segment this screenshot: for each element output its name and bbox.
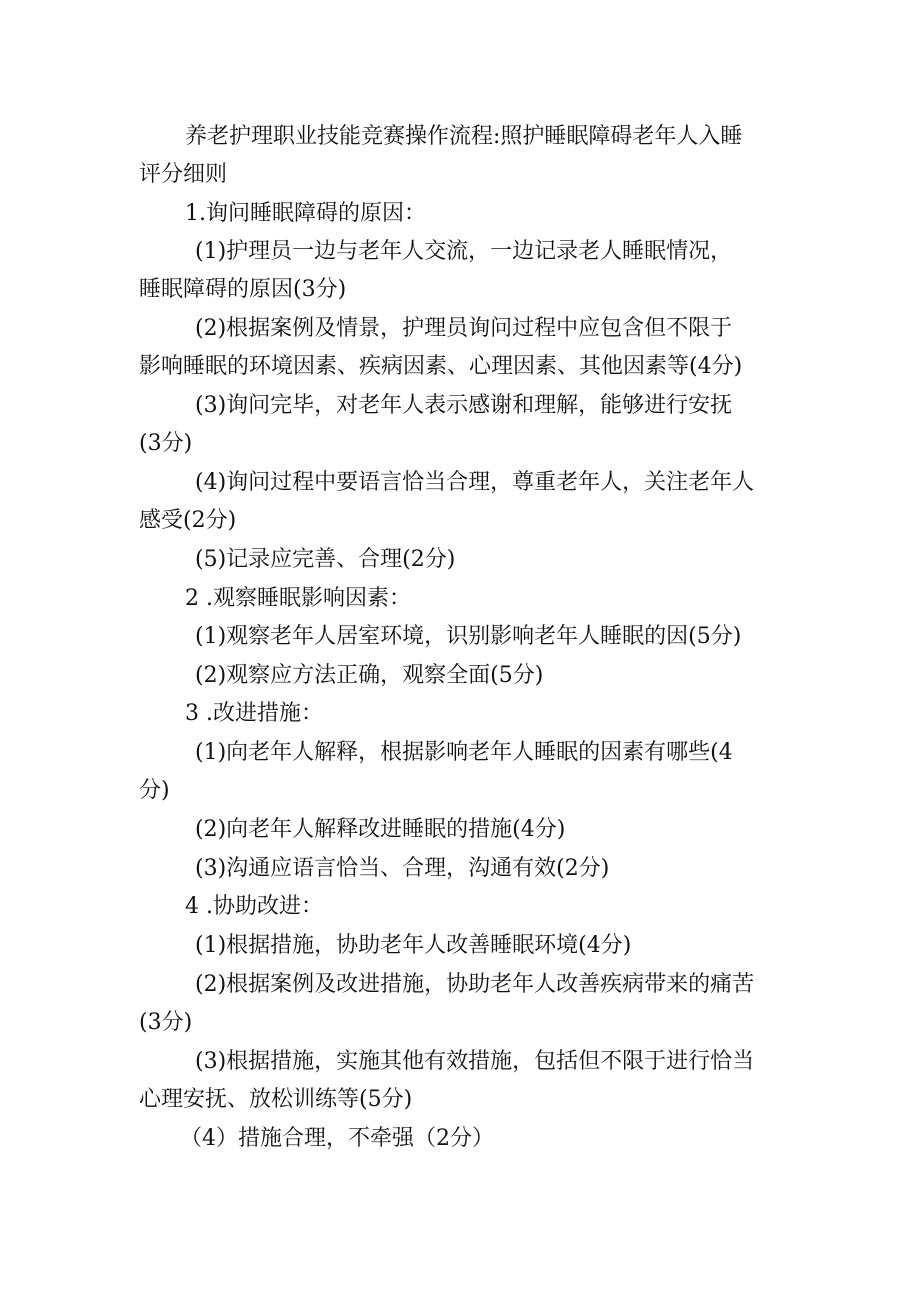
list-item-continuation: 影响睡眠的环境因素、疾病因素、心理因素、其他因素等(4分)	[139, 354, 743, 379]
list-item: (1)护理员一边与老年人交流，一边记录老人睡眠情况，	[195, 239, 733, 264]
list-item: (2)根据案例及情景，护理员询问过程中应包含但不限于	[195, 316, 733, 341]
list-item: (3)询问完毕，对老年人表示感谢和理解，能够进行安抚	[195, 393, 733, 418]
list-item: (1)观察老年人居室环境，识别影响老年人睡眠的因(5分)	[195, 624, 742, 649]
list-item-continuation: (3分)	[139, 1010, 193, 1035]
list-item-continuation: (3分)	[139, 431, 193, 456]
list-item: (1)向老年人解释，根据影响老年人睡眠的因素有哪些(4	[195, 740, 733, 765]
section-heading-2: 2 .观察睡眠影响因素：	[185, 586, 411, 611]
document-title: 养老护理职业技能竞赛操作流程:照护睡眠障碍老年人入睡	[185, 124, 743, 149]
section-heading-3: 3 .改进措施：	[185, 701, 323, 726]
document-title-continuation: 评分细则	[139, 162, 228, 187]
list-item: (1)根据措施，协助老年人改善睡眠环境(4分)	[195, 933, 632, 958]
section-heading-4: 4 .协助改进：	[185, 894, 323, 919]
list-item-continuation: 感受(2分)	[139, 508, 237, 533]
list-item: (2)观察应方法正确，观察全面(5分)	[195, 663, 544, 688]
list-item: (4)询问过程中要语言恰当合理，尊重老年人，关注老年人	[195, 470, 755, 495]
list-item: (3)沟通应语言恰当、合理，沟通有效(2分)	[195, 856, 610, 881]
list-item: (2)向老年人解释改进睡眠的措施(4分)	[195, 817, 566, 842]
list-item: (2)根据案例及改进措施，协助老年人改善疾病带来的痛苦	[195, 972, 755, 997]
section-heading-1: 1.询问睡眠障碍的原因：	[185, 201, 426, 226]
list-item-continuation: 睡眠障碍的原因(3分)	[139, 277, 347, 302]
list-item: （4）措施合理，不牵强（2分）	[180, 1126, 494, 1151]
list-item-continuation: 心理安抚、放松训练等(5分)	[139, 1087, 413, 1112]
list-item-continuation: 分)	[139, 778, 170, 803]
list-item: (3)根据措施，实施其他有效措施，包括但不限于进行恰当	[195, 1049, 755, 1074]
list-item: (5)记录应完善、合理(2分)	[195, 547, 456, 572]
